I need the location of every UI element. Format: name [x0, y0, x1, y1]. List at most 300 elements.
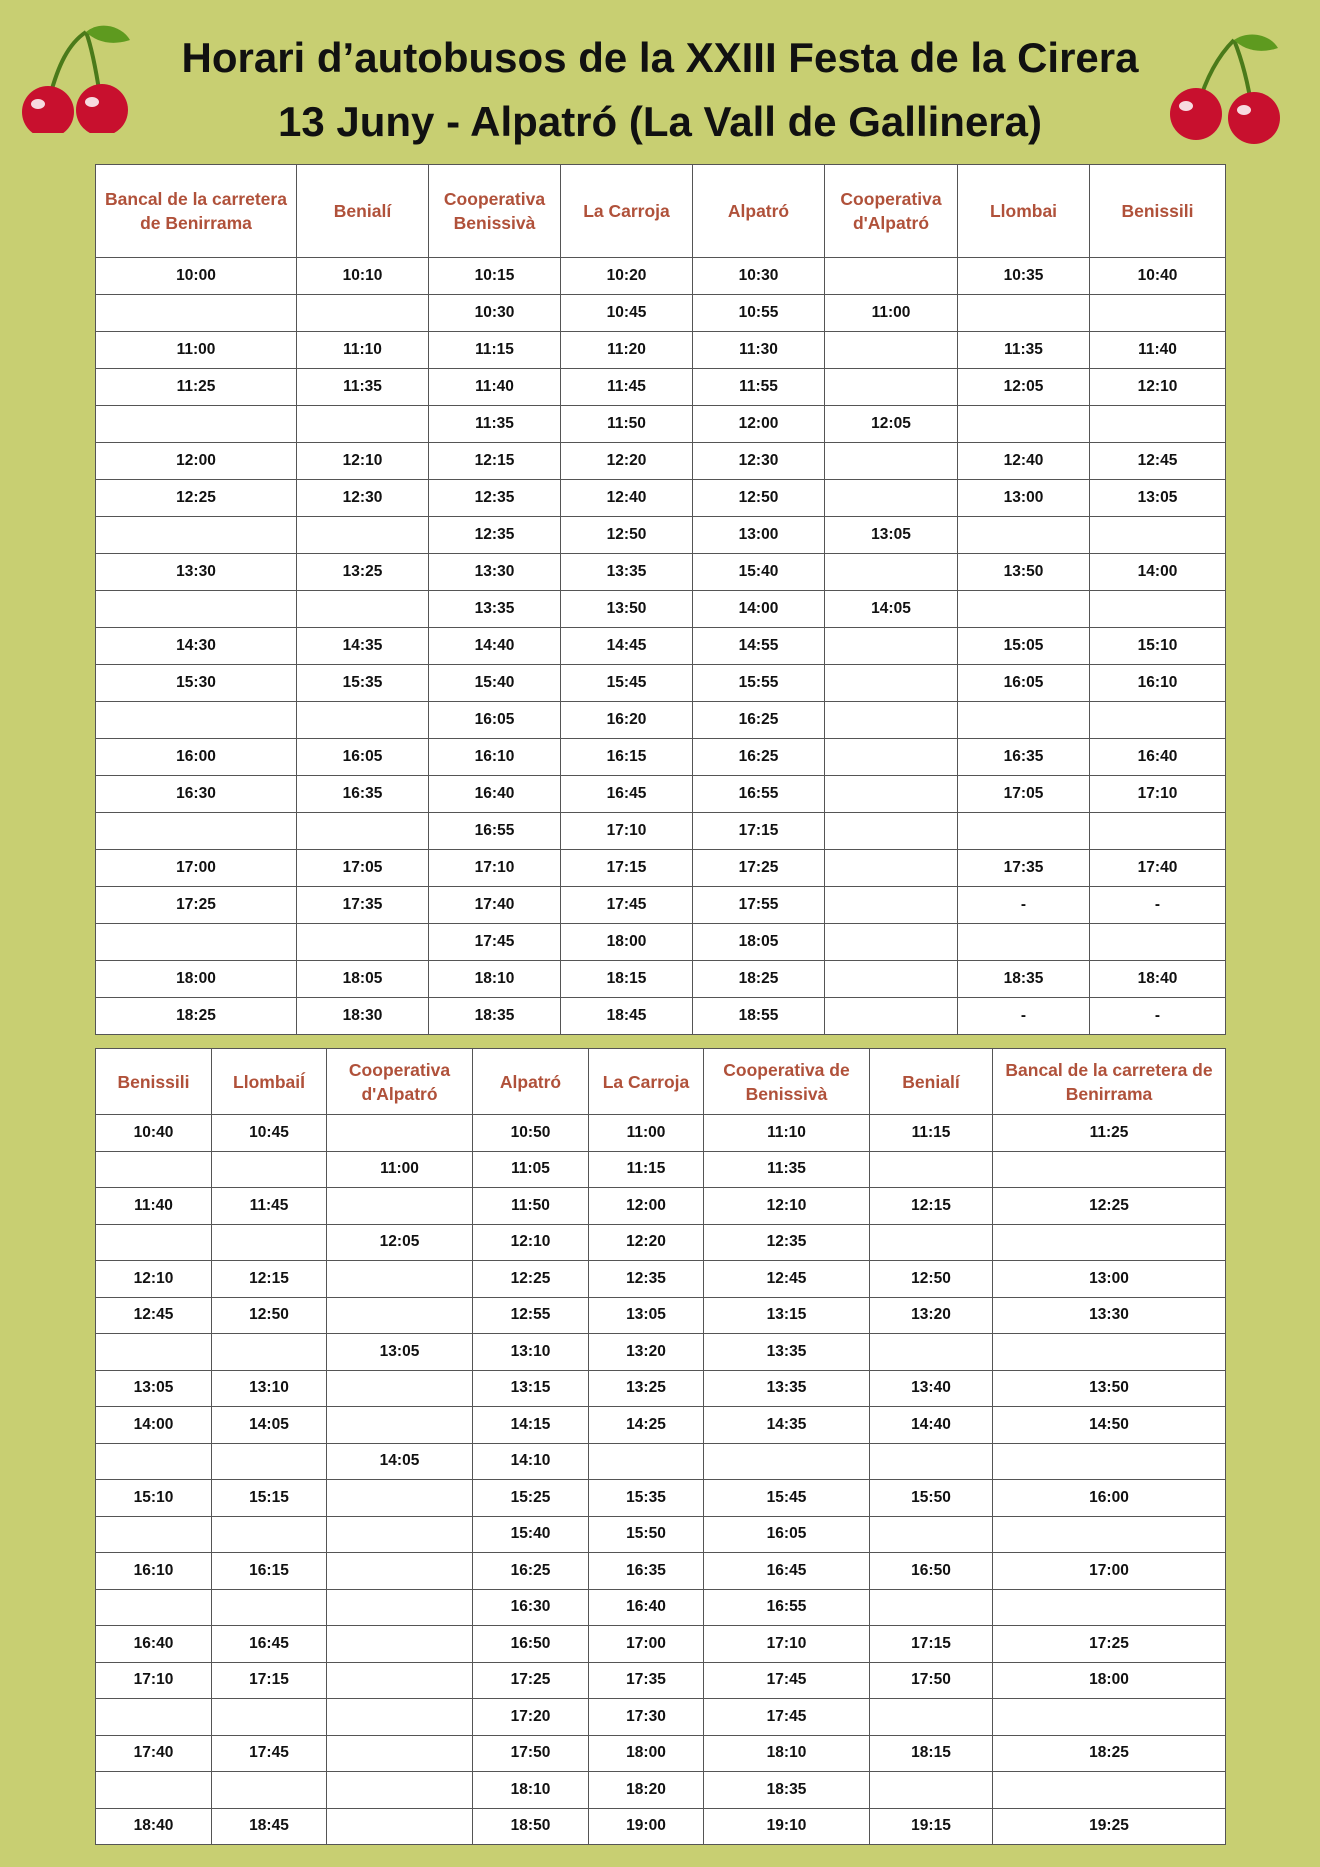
time-cell: 18:35 [704, 1772, 870, 1809]
time-cell [327, 1626, 473, 1663]
time-cell [958, 702, 1090, 739]
time-cell [825, 924, 958, 961]
time-cell [958, 295, 1090, 332]
time-cell: 18:00 [993, 1662, 1226, 1699]
table-row [96, 1334, 1226, 1371]
time-cell: 16:45 [212, 1626, 327, 1663]
column-header: La Carroja [561, 165, 693, 258]
time-cell [297, 517, 429, 554]
time-cell: 12:05 [327, 1224, 473, 1261]
time-cell [96, 924, 297, 961]
table-row [96, 258, 1226, 295]
time-cell [1090, 924, 1226, 961]
time-cell: 17:35 [589, 1662, 704, 1699]
time-cell [825, 739, 958, 776]
table-row [96, 702, 1226, 739]
time-cell [96, 295, 297, 332]
time-cell [96, 591, 297, 628]
table-row [96, 665, 1226, 702]
table-row [96, 1115, 1226, 1152]
time-cell: 17:05 [958, 776, 1090, 813]
time-cell: 12:50 [212, 1297, 327, 1334]
time-cell: 18:35 [429, 998, 561, 1035]
time-cell: 11:15 [870, 1115, 993, 1152]
time-cell: 13:35 [704, 1370, 870, 1407]
time-cell: 12:00 [693, 406, 825, 443]
time-cell: 17:00 [589, 1626, 704, 1663]
table-row [96, 1188, 1226, 1225]
table-row [96, 1443, 1226, 1480]
time-cell: 17:45 [704, 1662, 870, 1699]
table-row [96, 332, 1226, 369]
time-cell: 19:00 [589, 1808, 704, 1845]
time-cell: 12:40 [561, 480, 693, 517]
time-cell [870, 1334, 993, 1371]
time-cell [825, 554, 958, 591]
table-row [96, 961, 1226, 998]
time-cell: 16:55 [693, 776, 825, 813]
time-cell: 15:40 [693, 554, 825, 591]
time-cell: 16:05 [704, 1516, 870, 1553]
time-cell: 13:30 [96, 554, 297, 591]
time-cell: 18:10 [429, 961, 561, 998]
time-cell: - [1090, 998, 1226, 1035]
time-cell: 18:15 [870, 1735, 993, 1772]
column-header: Llombai [958, 165, 1090, 258]
time-cell: 12:35 [704, 1224, 870, 1261]
time-cell [96, 406, 297, 443]
time-cell: 10:40 [96, 1115, 212, 1152]
time-cell: 10:40 [1090, 258, 1226, 295]
column-header: Benialí [297, 165, 429, 258]
table-row [96, 1553, 1226, 1590]
time-cell: 12:00 [589, 1188, 704, 1225]
time-cell: 17:10 [96, 1662, 212, 1699]
table-row [96, 1808, 1226, 1845]
time-cell: 17:40 [1090, 850, 1226, 887]
time-cell: 12:05 [958, 369, 1090, 406]
time-cell [212, 1772, 327, 1809]
time-cell: 18:55 [693, 998, 825, 1035]
time-cell: 13:35 [561, 554, 693, 591]
time-cell: 17:45 [429, 924, 561, 961]
time-cell: 11:25 [96, 369, 297, 406]
time-cell: 17:25 [96, 887, 297, 924]
time-cell: 16:35 [958, 739, 1090, 776]
time-cell [993, 1699, 1226, 1736]
table-row [96, 1261, 1226, 1298]
time-cell: 12:50 [870, 1261, 993, 1298]
time-cell [96, 702, 297, 739]
table-row [96, 1589, 1226, 1626]
table-row [96, 998, 1226, 1035]
time-cell [825, 813, 958, 850]
time-cell [993, 1224, 1226, 1261]
column-header: Benissili [1090, 165, 1226, 258]
time-cell: 11:55 [693, 369, 825, 406]
time-cell [825, 665, 958, 702]
time-cell [993, 1772, 1226, 1809]
time-cell: 17:40 [96, 1735, 212, 1772]
time-cell: 12:40 [958, 443, 1090, 480]
time-cell: 12:30 [297, 480, 429, 517]
table-row [96, 850, 1226, 887]
time-cell: 16:25 [473, 1553, 589, 1590]
time-cell [825, 961, 958, 998]
time-cell: 16:05 [958, 665, 1090, 702]
time-cell: 12:15 [870, 1188, 993, 1225]
time-cell: 12:20 [561, 443, 693, 480]
time-cell [297, 813, 429, 850]
time-cell [825, 776, 958, 813]
time-cell: 16:25 [693, 739, 825, 776]
time-cell: 16:40 [1090, 739, 1226, 776]
time-cell: 12:25 [96, 480, 297, 517]
time-cell [870, 1772, 993, 1809]
time-cell [297, 702, 429, 739]
time-cell [297, 591, 429, 628]
time-cell [825, 443, 958, 480]
table-header-row [96, 1049, 1226, 1115]
time-cell [212, 1699, 327, 1736]
time-cell: 11:35 [704, 1151, 870, 1188]
time-cell: 12:50 [693, 480, 825, 517]
time-cell [327, 1735, 473, 1772]
table-row [96, 517, 1226, 554]
time-cell: 13:40 [870, 1370, 993, 1407]
time-cell: 11:00 [825, 295, 958, 332]
time-cell: 13:20 [870, 1297, 993, 1334]
time-cell: 13:15 [704, 1297, 870, 1334]
time-cell: 12:00 [96, 443, 297, 480]
time-cell: 10:30 [693, 258, 825, 295]
time-cell: 13:15 [473, 1370, 589, 1407]
time-cell [327, 1115, 473, 1152]
table-row [96, 443, 1226, 480]
time-cell: 14:15 [473, 1407, 589, 1444]
time-cell: 11:00 [589, 1115, 704, 1152]
time-cell: 19:10 [704, 1808, 870, 1845]
time-cell [297, 924, 429, 961]
time-cell [825, 628, 958, 665]
time-cell: 17:15 [212, 1662, 327, 1699]
time-cell: 13:05 [327, 1334, 473, 1371]
time-cell: 11:35 [429, 406, 561, 443]
column-header: Bancal de la carretera de Benirrama [96, 165, 297, 258]
table-row [96, 776, 1226, 813]
time-cell [327, 1370, 473, 1407]
time-cell [993, 1589, 1226, 1626]
time-cell: 16:10 [429, 739, 561, 776]
time-cell: 18:30 [297, 998, 429, 1035]
time-cell: 17:10 [561, 813, 693, 850]
time-cell [327, 1297, 473, 1334]
time-cell [958, 813, 1090, 850]
time-cell: 12:35 [429, 517, 561, 554]
time-cell: 19:25 [993, 1808, 1226, 1845]
table-row [96, 1516, 1226, 1553]
time-cell [825, 702, 958, 739]
time-cell [96, 1224, 212, 1261]
table-row [96, 1772, 1226, 1809]
time-cell [327, 1699, 473, 1736]
time-cell: 14:05 [212, 1407, 327, 1444]
time-cell: 15:50 [589, 1516, 704, 1553]
time-cell [96, 1334, 212, 1371]
time-cell: 11:35 [958, 332, 1090, 369]
time-cell: 16:55 [704, 1589, 870, 1626]
time-cell [327, 1553, 473, 1590]
time-cell: 17:45 [704, 1699, 870, 1736]
time-cell: 18:10 [473, 1772, 589, 1809]
time-cell: 12:15 [429, 443, 561, 480]
time-cell [212, 1151, 327, 1188]
time-cell: 15:35 [297, 665, 429, 702]
column-header: Benissili [96, 1049, 212, 1115]
time-cell: 18:20 [589, 1772, 704, 1809]
column-header: Cooperativa d'Alpatró [327, 1049, 473, 1115]
time-cell: 17:30 [589, 1699, 704, 1736]
time-cell: 18:00 [589, 1735, 704, 1772]
time-cell [1090, 702, 1226, 739]
time-cell: 13:35 [704, 1334, 870, 1371]
time-cell: 16:00 [993, 1480, 1226, 1517]
time-cell: 11:50 [473, 1188, 589, 1225]
time-cell [96, 1151, 212, 1188]
time-cell [870, 1699, 993, 1736]
time-cell: 16:05 [297, 739, 429, 776]
time-cell: - [958, 887, 1090, 924]
time-cell [1090, 813, 1226, 850]
time-cell: 11:35 [297, 369, 429, 406]
time-cell: 18:25 [693, 961, 825, 998]
time-cell [327, 1589, 473, 1626]
time-cell: 11:50 [561, 406, 693, 443]
time-cell: 12:10 [704, 1188, 870, 1225]
time-cell: 13:10 [212, 1370, 327, 1407]
time-cell: 17:45 [212, 1735, 327, 1772]
time-cell: 18:25 [993, 1735, 1226, 1772]
time-cell: 11:15 [429, 332, 561, 369]
time-cell: 16:00 [96, 739, 297, 776]
time-cell [297, 406, 429, 443]
time-cell: 18:45 [561, 998, 693, 1035]
time-cell [870, 1224, 993, 1261]
time-cell: 12:10 [1090, 369, 1226, 406]
time-cell [327, 1662, 473, 1699]
time-cell: 17:35 [958, 850, 1090, 887]
time-cell: 17:10 [704, 1626, 870, 1663]
time-cell: 13:20 [589, 1334, 704, 1371]
time-cell: 18:35 [958, 961, 1090, 998]
time-cell: 14:00 [693, 591, 825, 628]
time-cell: 13:25 [589, 1370, 704, 1407]
time-cell: 14:55 [693, 628, 825, 665]
time-cell: 14:00 [1090, 554, 1226, 591]
time-cell: 17:50 [870, 1662, 993, 1699]
time-cell: 17:50 [473, 1735, 589, 1772]
time-cell: 13:35 [429, 591, 561, 628]
time-cell [96, 1516, 212, 1553]
time-cell: 16:05 [429, 702, 561, 739]
time-cell: 11:25 [993, 1115, 1226, 1152]
time-cell: 18:05 [297, 961, 429, 998]
time-cell: 13:50 [993, 1370, 1226, 1407]
time-cell: 12:15 [212, 1261, 327, 1298]
time-cell: 17:55 [693, 887, 825, 924]
time-cell: 12:45 [96, 1297, 212, 1334]
time-cell: 11:15 [589, 1151, 704, 1188]
time-cell: - [958, 998, 1090, 1035]
time-cell [327, 1407, 473, 1444]
time-cell: 14:25 [589, 1407, 704, 1444]
time-cell: 16:40 [589, 1589, 704, 1626]
table-row [96, 628, 1226, 665]
time-cell: 12:10 [297, 443, 429, 480]
time-cell: 18:40 [96, 1808, 212, 1845]
time-cell: - [1090, 887, 1226, 924]
time-cell: 11:40 [429, 369, 561, 406]
time-cell [297, 295, 429, 332]
time-cell: 11:45 [561, 369, 693, 406]
time-cell [96, 813, 297, 850]
time-cell: 14:40 [429, 628, 561, 665]
time-cell: 15:55 [693, 665, 825, 702]
time-cell: 11:00 [327, 1151, 473, 1188]
time-cell: 16:15 [561, 739, 693, 776]
time-cell: 18:25 [96, 998, 297, 1035]
time-cell: 14:35 [297, 628, 429, 665]
table-row [96, 1480, 1226, 1517]
time-cell: 18:15 [561, 961, 693, 998]
time-cell: 15:10 [96, 1480, 212, 1517]
time-cell: 12:35 [589, 1261, 704, 1298]
time-cell: 10:45 [561, 295, 693, 332]
time-cell: 14:35 [704, 1407, 870, 1444]
time-cell: 17:25 [693, 850, 825, 887]
time-cell: 11:00 [96, 332, 297, 369]
time-cell: 12:10 [96, 1261, 212, 1298]
column-header: La Carroja [589, 1049, 704, 1115]
time-cell: 12:50 [561, 517, 693, 554]
time-cell: 12:45 [1090, 443, 1226, 480]
time-cell: 18:50 [473, 1808, 589, 1845]
time-cell: 16:40 [96, 1626, 212, 1663]
time-cell [327, 1516, 473, 1553]
time-cell: 11:05 [473, 1151, 589, 1188]
table-header-row [96, 165, 1226, 258]
table-row [96, 1699, 1226, 1736]
time-cell: 17:40 [429, 887, 561, 924]
time-cell: 10:15 [429, 258, 561, 295]
time-cell [1090, 591, 1226, 628]
time-cell [327, 1480, 473, 1517]
time-cell: 10:00 [96, 258, 297, 295]
time-cell [96, 517, 297, 554]
time-cell [589, 1443, 704, 1480]
time-cell: 13:30 [993, 1297, 1226, 1334]
time-cell: 13:05 [96, 1370, 212, 1407]
time-cell: 12:20 [589, 1224, 704, 1261]
time-cell: 12:30 [693, 443, 825, 480]
time-cell [212, 1516, 327, 1553]
time-cell [327, 1188, 473, 1225]
time-cell: 16:50 [473, 1626, 589, 1663]
time-cell: 15:35 [589, 1480, 704, 1517]
schedule-table-return [95, 1048, 1226, 1845]
time-cell [993, 1151, 1226, 1188]
time-cell [96, 1699, 212, 1736]
time-cell: 18:40 [1090, 961, 1226, 998]
time-cell: 16:15 [212, 1553, 327, 1590]
time-cell: 12:25 [993, 1188, 1226, 1225]
time-cell: 14:45 [561, 628, 693, 665]
title-line-2: 13 Juny - Alpatró (La Vall de Gallinera) [278, 98, 1042, 145]
time-cell: 14:30 [96, 628, 297, 665]
time-cell: 17:05 [297, 850, 429, 887]
time-cell: 19:15 [870, 1808, 993, 1845]
table-row [96, 1151, 1226, 1188]
time-cell [825, 369, 958, 406]
time-cell [96, 1589, 212, 1626]
time-cell: 13:50 [958, 554, 1090, 591]
time-cell: 17:15 [693, 813, 825, 850]
time-cell: 16:10 [1090, 665, 1226, 702]
table-row [96, 739, 1226, 776]
time-cell [958, 924, 1090, 961]
time-cell [96, 1772, 212, 1809]
table-row [96, 1370, 1226, 1407]
time-cell: 17:10 [429, 850, 561, 887]
time-cell: 17:00 [96, 850, 297, 887]
time-cell: 17:15 [870, 1626, 993, 1663]
time-cell: 10:10 [297, 258, 429, 295]
time-cell [212, 1443, 327, 1480]
table-row [96, 480, 1226, 517]
header [0, 0, 1320, 160]
column-header: Benialí [870, 1049, 993, 1115]
time-cell: 16:40 [429, 776, 561, 813]
time-cell: 12:55 [473, 1297, 589, 1334]
time-cell: 17:35 [297, 887, 429, 924]
time-cell: 18:10 [704, 1735, 870, 1772]
time-cell: 15:40 [429, 665, 561, 702]
time-cell: 15:40 [473, 1516, 589, 1553]
time-cell: 13:50 [561, 591, 693, 628]
time-cell: 13:05 [825, 517, 958, 554]
time-cell: 10:20 [561, 258, 693, 295]
time-cell [958, 406, 1090, 443]
time-cell [993, 1443, 1226, 1480]
time-cell: 10:35 [958, 258, 1090, 295]
time-cell: 14:00 [96, 1407, 212, 1444]
time-cell: 17:20 [473, 1699, 589, 1736]
time-cell [870, 1151, 993, 1188]
time-cell: 15:05 [958, 628, 1090, 665]
column-header: Cooperativa d'Alpatró [825, 165, 958, 258]
time-cell: 15:45 [704, 1480, 870, 1517]
time-cell: 16:25 [693, 702, 825, 739]
time-cell: 15:10 [1090, 628, 1226, 665]
time-cell [327, 1808, 473, 1845]
time-cell: 12:35 [429, 480, 561, 517]
time-cell [1090, 517, 1226, 554]
table-row [96, 1407, 1226, 1444]
table-row [96, 1297, 1226, 1334]
time-cell [958, 591, 1090, 628]
time-cell: 18:05 [693, 924, 825, 961]
time-cell: 15:45 [561, 665, 693, 702]
